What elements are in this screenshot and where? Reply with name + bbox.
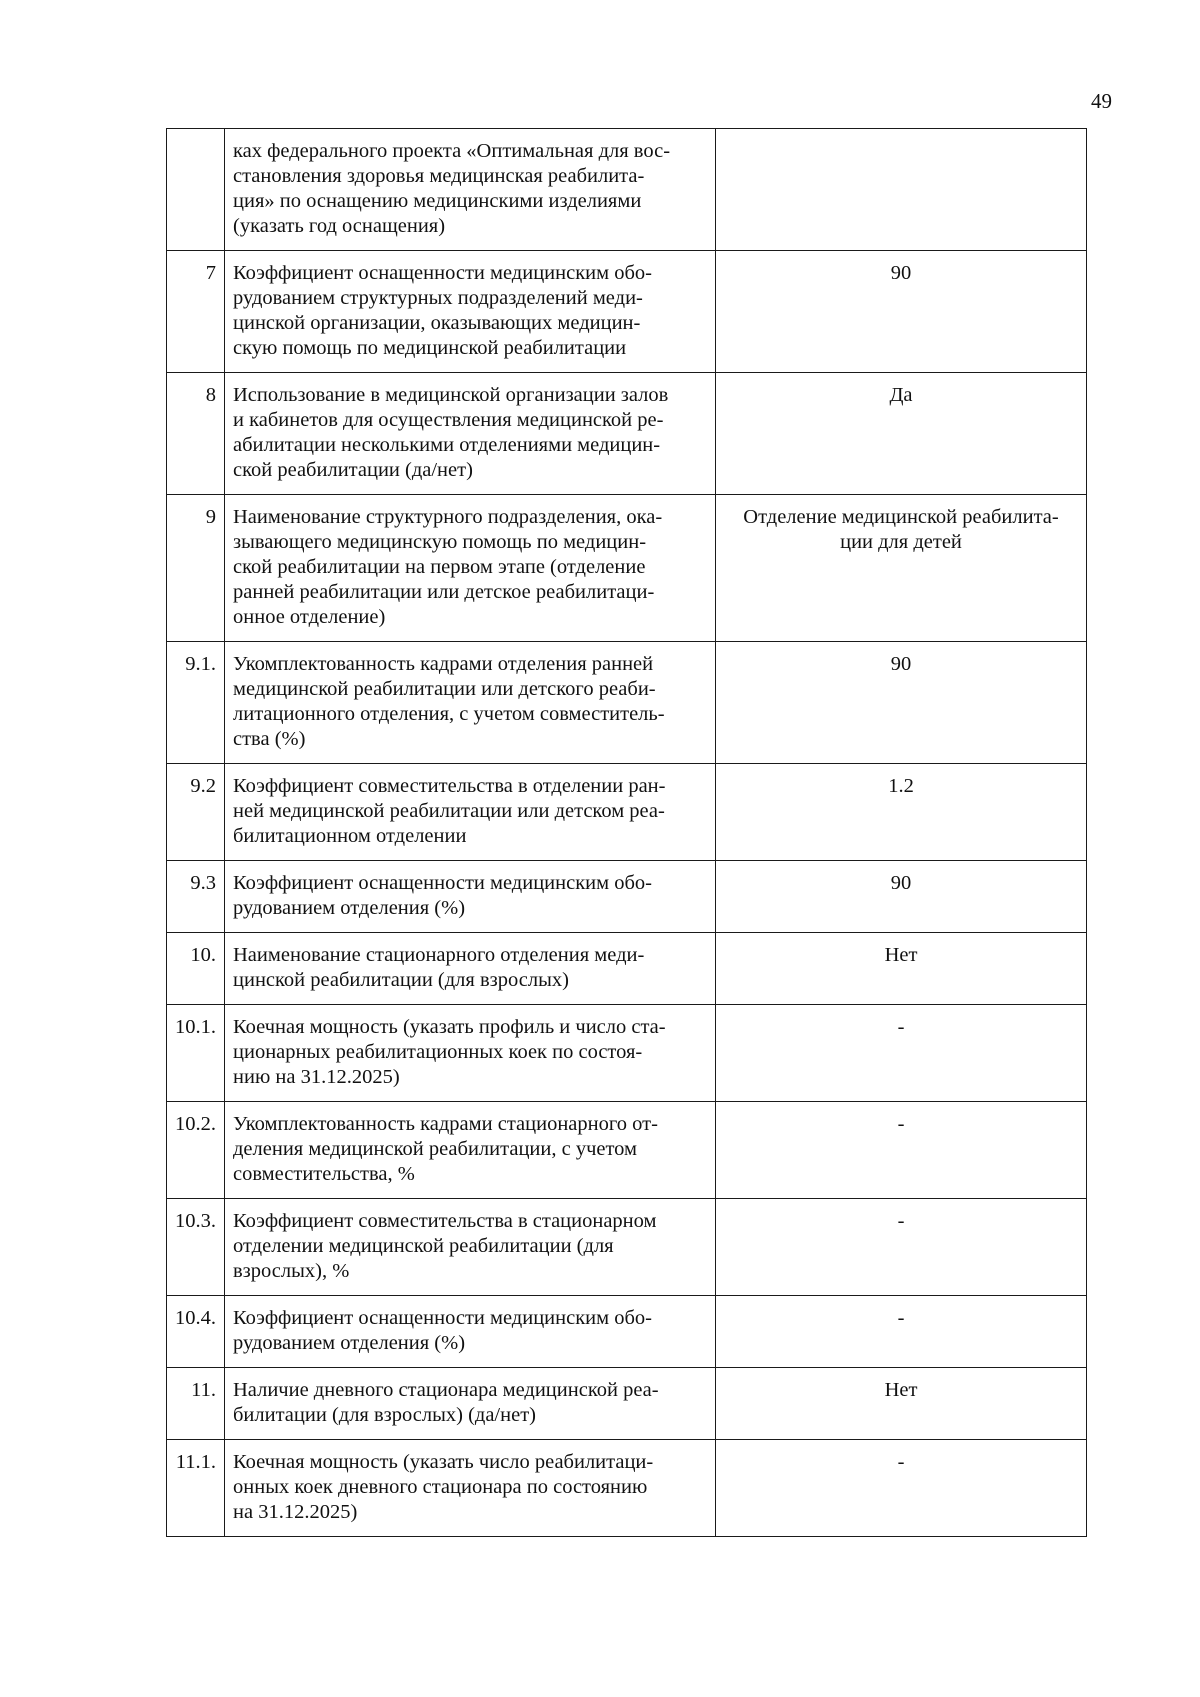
row-value: - <box>897 1451 905 1473</box>
row-description: Коэффициент оснащенности медицинским обо- рудованием отделения (%) <box>233 872 653 919</box>
table-row <box>167 129 1087 251</box>
row-value: 90 <box>890 653 912 675</box>
row-value: Нет <box>884 944 918 966</box>
data-table <box>166 128 1087 1537</box>
row-description: Коэффициент оснащенности медицинским обо- рудованием отделения (%) <box>233 1307 653 1354</box>
row-value: - <box>897 1307 905 1329</box>
row-value: Да <box>889 384 913 406</box>
row-number: 11.1. <box>167 1440 225 1537</box>
row-description: Укомплектованность кадрами стационарного от- деления медицинской реабилитации, с учетом совместительства, % <box>233 1113 658 1185</box>
row-description: Наличие дневного стационара медицинской реа- билитации (для взрослых) (да/нет) <box>233 1379 659 1426</box>
row-number: 10. <box>167 933 225 1005</box>
row-description: Наименование структурного подразделения, ока- зывающего медицинскую помощь по медицин- ской реабилитации на первом этапе (отделение ранней реабилитации или детское реабилитаци- онное отделение) <box>233 506 663 628</box>
table-body <box>167 129 1087 1537</box>
row-description: Использование в медицинской организации залов и кабинетов для осуществления медицинской ре- абилитации несколькими отделениями медицин- ской реабилитации (да/нет) <box>233 384 669 481</box>
row-value: - <box>897 1016 905 1038</box>
row-number <box>167 129 225 251</box>
row-description: Коэффициент совместительства в стационарном отделении медицинской реабилитации (для взрослых), % <box>233 1210 657 1282</box>
row-description: Коечная мощность (указать число реабилитаци- онных коек дневного стационара по состоянию на 31.12.2025) <box>233 1451 654 1523</box>
row-description: Коэффициент оснащенности медицинским обо- рудованием структурных подразделений меди- цинской организации, оказывающих медицин- скую помощь по медицинской реабилитации <box>233 262 653 359</box>
table-row <box>167 1102 1087 1199</box>
row-value: 90 <box>890 262 912 284</box>
row-number: 10.1. <box>167 1005 225 1102</box>
row-number: 11. <box>167 1368 225 1440</box>
row-description: ках федерального проекта «Оптимальная для вос- становления здоровья медицинская реабилита- ция» по оснащению медицинскими изделиями (указать год оснащения) <box>233 140 671 237</box>
row-number: 10.3. <box>167 1199 225 1296</box>
table-row <box>167 861 1087 933</box>
row-description: Коэффициент совместительства в отделении ран- ней медицинской реабилитации или детском реа- билитационном отделении <box>233 775 666 847</box>
row-number: 10.4. <box>167 1296 225 1368</box>
page-number: 49 <box>1091 89 1112 113</box>
table-row <box>167 1199 1087 1296</box>
row-value: Нет <box>884 1379 918 1401</box>
row-number: 10.2. <box>167 1102 225 1199</box>
row-value: Отделение медицинской реабилита- ции для детей <box>743 506 1059 553</box>
row-description: Наименование стационарного отделения меди- цинской реабилитации (для взрослых) <box>233 944 645 991</box>
table-row <box>167 1440 1087 1537</box>
table-row <box>167 495 1087 642</box>
row-number: 8 <box>167 373 225 495</box>
table-row <box>167 1296 1087 1368</box>
table-row <box>167 373 1087 495</box>
row-number: 7 <box>167 251 225 373</box>
row-description: Коечная мощность (указать профиль и число ста- ционарных реабилитационных коек по состоя- нию на 31.12.2025) <box>233 1016 666 1088</box>
table-row <box>167 251 1087 373</box>
table-row <box>167 1005 1087 1102</box>
table-row <box>167 642 1087 764</box>
row-number: 9.1. <box>167 642 225 764</box>
row-number: 9.3 <box>167 861 225 933</box>
row-value: - <box>897 1210 905 1232</box>
table-row <box>167 1368 1087 1440</box>
row-value: - <box>897 1113 905 1135</box>
table-row <box>167 933 1087 1005</box>
row-number: 9 <box>167 495 225 642</box>
row-value: 90 <box>890 872 912 894</box>
table-row <box>167 764 1087 861</box>
row-description: Укомплектованность кадрами отделения ранней медицинской реабилитации или детского реаби- литационного отделения, с учетом совместитель- ства (%) <box>233 653 665 750</box>
row-number: 9.2 <box>167 764 225 861</box>
row-value: 1.2 <box>888 775 914 797</box>
